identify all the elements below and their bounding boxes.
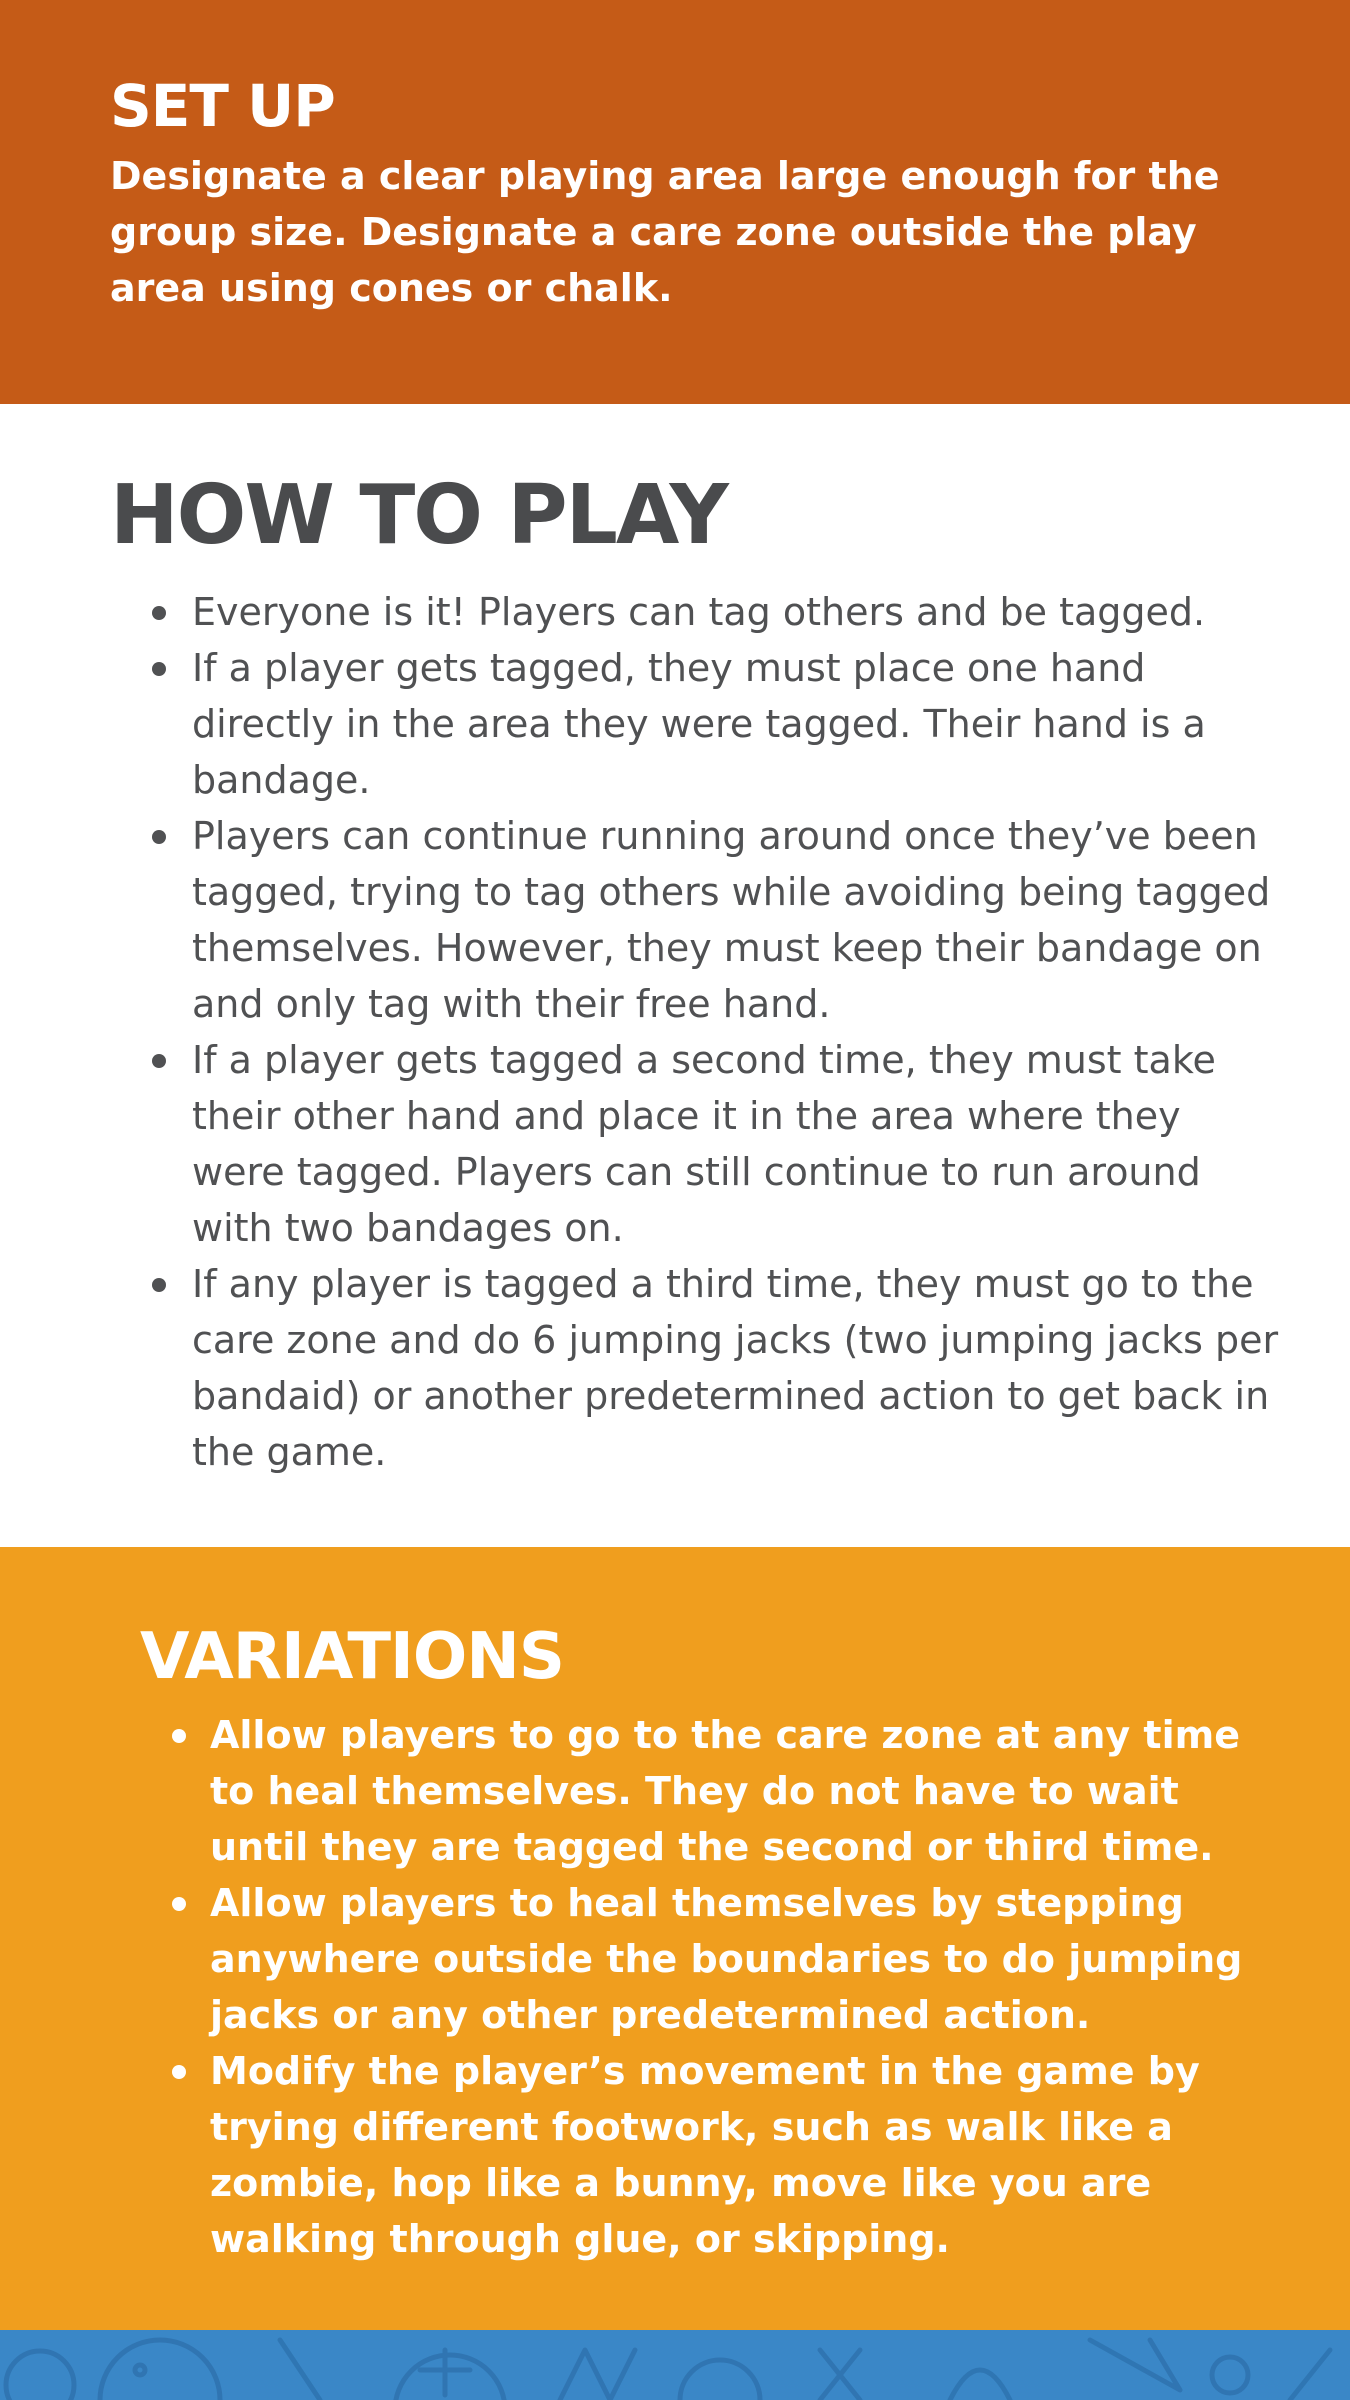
variations-title: VARIATIONS [140, 1620, 564, 1694]
bullet-icon [152, 606, 166, 620]
bullet-icon [172, 1897, 186, 1911]
setup-title: SET UP [110, 72, 335, 140]
list-item-text: If any player is tagged a third time, they must go to the care zone and do 6 jumping jacks (two jumping jacks per bandaid) or another predetermined action to get back in the game. [192, 1262, 1279, 1474]
setup-section [0, 0, 1350, 404]
list-item [110, 640, 1280, 808]
how-to-play-list [110, 584, 1290, 1480]
list-item-text: Modify the player’s movement in the game by trying different footwork, such as walk like a zombie, hop like a bunny, move like you are walking through glue, or skipping. [210, 2049, 1200, 2261]
bullet-icon [172, 2065, 186, 2079]
list-item-text: Everyone is it! Players can tag others and be tagged. [192, 590, 1206, 634]
variations-section [0, 1547, 1350, 2330]
how-to-play-section [0, 404, 1350, 1547]
list-item [140, 2043, 1290, 2267]
footer-band [0, 2330, 1350, 2400]
list-item [140, 1707, 1290, 1875]
list-item-text: If a player gets tagged a second time, they must take their other hand and place it in the area where they were tagged. Players can still continue to run around with two bandages on. [192, 1038, 1216, 1250]
bullet-icon [172, 1729, 186, 1743]
variations-list [140, 1707, 1290, 2267]
bullet-icon [152, 830, 166, 844]
doodle-pattern-icon [0, 2330, 1350, 2400]
setup-body: Designate a clear playing area large enough for the group size. Designate a care zone outside the play area using cones or chalk. [110, 154, 1220, 310]
list-item [110, 1032, 1280, 1256]
list-item-text: Allow players to go to the care zone at any time to heal themselves. They do not have to wait until they are tagged the second or third time. [210, 1713, 1240, 1869]
bullet-icon [152, 1278, 166, 1292]
list-item [110, 584, 1280, 640]
list-item [140, 1875, 1290, 2043]
list-item-text: If a player gets tagged, they must place one hand directly in the area they were tagged. Their hand is a bandage. [192, 646, 1206, 802]
bullet-icon [152, 662, 166, 676]
how-to-play-title: HOW TO PLAY [110, 468, 727, 563]
list-item-text: Allow players to heal themselves by stepping anywhere outside the boundaries to do jumping jacks or any other predetermined action. [210, 1881, 1243, 2037]
bullet-icon [152, 1054, 166, 1068]
list-item [110, 1256, 1280, 1480]
list-item-text: Players can continue running around once they’ve been tagged, trying to tag others while avoiding being tagged themselves. However, they must keep their bandage on and only tag with their free hand. [192, 814, 1271, 1026]
list-item [110, 808, 1280, 1032]
